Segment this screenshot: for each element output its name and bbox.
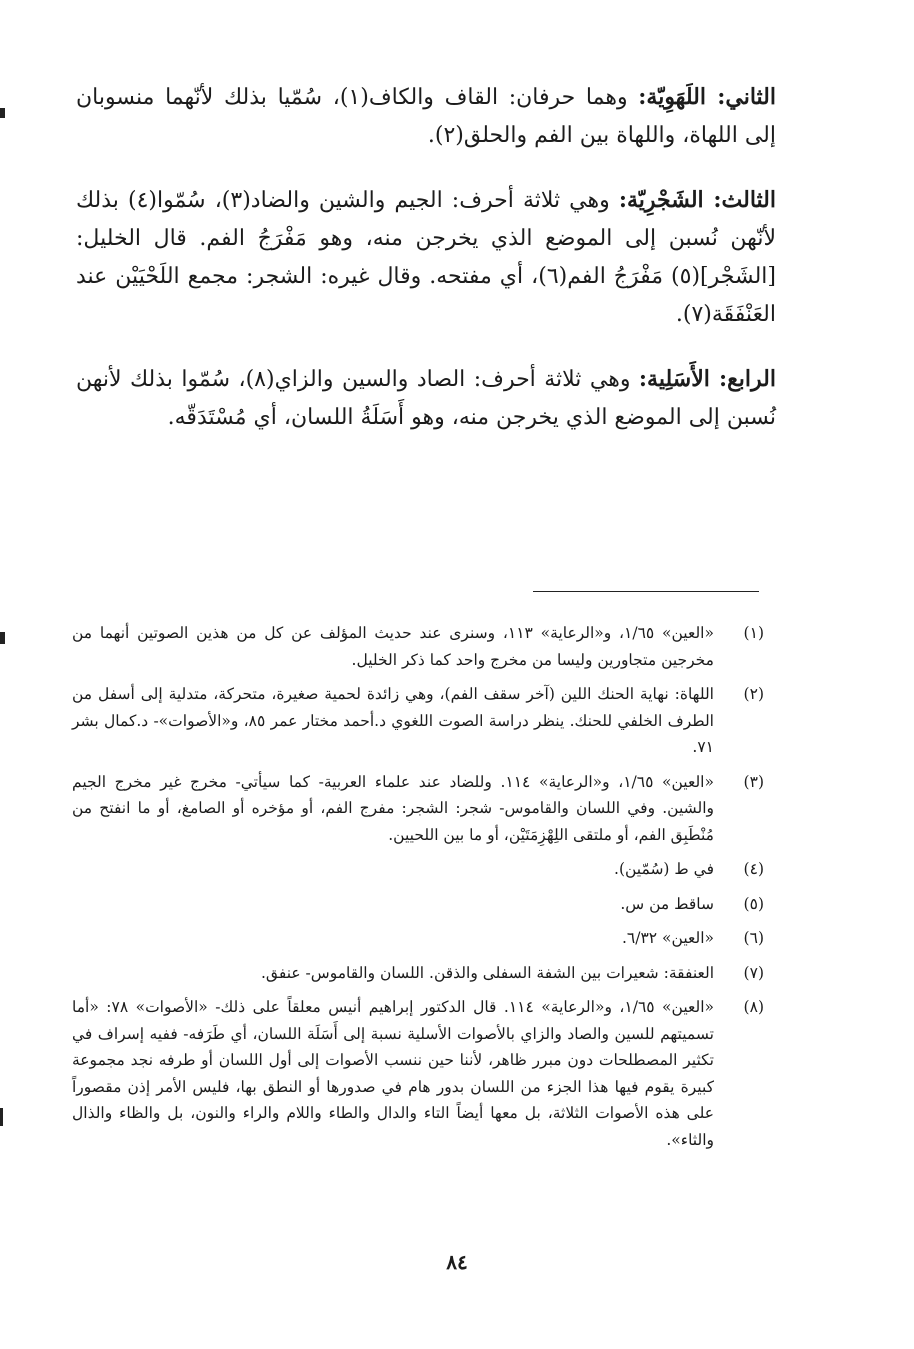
paragraph-heading: الثالث: الشَجْرِيّة: (618, 187, 776, 213)
footnote (72, 891, 764, 918)
scan-margin-mark (0, 632, 5, 644)
paragraph-heading: الرابع: الأَسَلِية: (638, 366, 776, 392)
paragraph-shajriyya (76, 181, 776, 334)
footnote-number: (٦) (743, 929, 764, 947)
footnote-text: ساقط من س. (620, 894, 714, 913)
footnote (72, 960, 764, 987)
footnote-number: (٢) (743, 685, 764, 703)
footnote-separator (533, 591, 759, 592)
footnote-text: «العين» ٦/٣٢. (621, 929, 714, 947)
paragraph-body: وهي ثلاثة أحرف: الجيم والشين والضاد(٣)، سُمّوا(٤) بذلك لأنّهن نُسبن إلى الموضع الذي يخرجن منه، وهو مَفْرَجُ الفم. قال الخليل: [الشَجْر](٥) مَفْرَجُ الفم(٦)، أي مفتحه. وقال غيره: الشجر: مجمع اللَحْيَيْن عند العَنْفَقَة(٧). (76, 188, 776, 327)
footnote-text: في ط (سُمّين). (614, 860, 714, 878)
footnotes (72, 620, 764, 1161)
footnote-number: (٧) (743, 963, 764, 982)
paragraph-lahawiyya (76, 78, 776, 155)
footnote-text: «العين» ١/٦٥، و«الرعاية» ١١٣، وسنرى عند حديث المؤلف عن كل من هذين الصوتين أنهما من مخرجين متجاورين وليسا من مخرج واحد كما ذكر الخليل. (72, 624, 714, 669)
footnote (72, 925, 764, 952)
footnote-number: (٨) (743, 998, 764, 1016)
page-number: ٨٤ (446, 1250, 468, 1274)
main-text (76, 78, 776, 463)
footnote (72, 994, 764, 1153)
footnote-number: (١) (743, 624, 764, 642)
footnote (72, 769, 764, 849)
scan-margin-mark (0, 108, 5, 118)
paragraph-body: وهي ثلاثة أحرف: الصاد والسين والزاي(٨)، سُمّوا بذلك لأنهن نُسبن إلى الموضع الذي يخرجن منه، وهو أَسَلَةُ اللسان، أي مُسْتَدَقّه. (76, 367, 776, 430)
footnote-number: (٤) (743, 860, 764, 878)
footnote-text: «العين» ١/٦٥، و«الرعاية» ١١٤. وللضاد عند علماء العربية- كما سيأتي- مخرج غير مخرج الجيم والشين. وفي اللسان والقاموس- شجر: الشجر: مفرج الفم، أو مؤخره أو الصامغ، أو ما انفتح من مُنْطَبِق الفم، أو ملتقى اللِهْزِمَتَيْن، أو ما بين اللحيين. (72, 772, 714, 844)
footnote-text: «العين» ١/٦٥، و«الرعاية» ١١٤. قال الدكتور إبراهيم أنيس معلقاً على ذلك- «الأصوات» ٧٨: «أما تسميتهم للسين والصاد والزاي بالأصوات الأسلية نسبة إلى أَسَلَة اللسان، أي طَرَفه- ففيه إسراف في تكثير المصطلحات دون مبرر ظاهر، لأننا حين ننسب الأصوات إلى أول اللسان أو طرفه نجد مجموعة كبيرة يقوم فيها هذا الجزء من اللسان بدور هام في صدورها أو النطق بها، فليس الأمر إذن مقصوراً على هذه الأصوات الثلاثة، بل معها أيضاً التاء والدال والطاء واللام والراء والنون، بل والظاء والذال والثاء». (72, 998, 714, 1149)
paragraph-heading: الثاني: اللَهَوِيّة: (638, 84, 777, 110)
footnote-text: اللهاة: نهاية الحنك اللين (آخر سقف الفم)، وهي زائدة لحمية صغيرة، متحركة، متدلية إلى أسفل من الطرف الخلفي للحنك. ينظر دراسة الصوت اللغوي د.أحمد مختار عمر ٨٥، و«الأصوات»- د.كمال بشر ٧١. (72, 685, 714, 756)
footnote (72, 620, 764, 673)
scan-margin-mark (0, 1108, 3, 1126)
footnote-number: (٥) (743, 894, 764, 913)
footnote (72, 856, 764, 883)
paragraph-body: وهما حرفان: القاف والكاف(١)، سُمّيا بذلك لأنّهما منسوبان إلى اللهاة، واللهاة بين الفم والحلق(٢). (76, 85, 776, 148)
footnote-text: العنفقة: شعيرات بين الشفة السفلى والذقن. اللسان والقاموس- عنفق. (261, 963, 714, 982)
footnote (72, 681, 764, 761)
paragraph-asaliyya (76, 360, 776, 437)
footnote-number: (٣) (743, 772, 764, 791)
